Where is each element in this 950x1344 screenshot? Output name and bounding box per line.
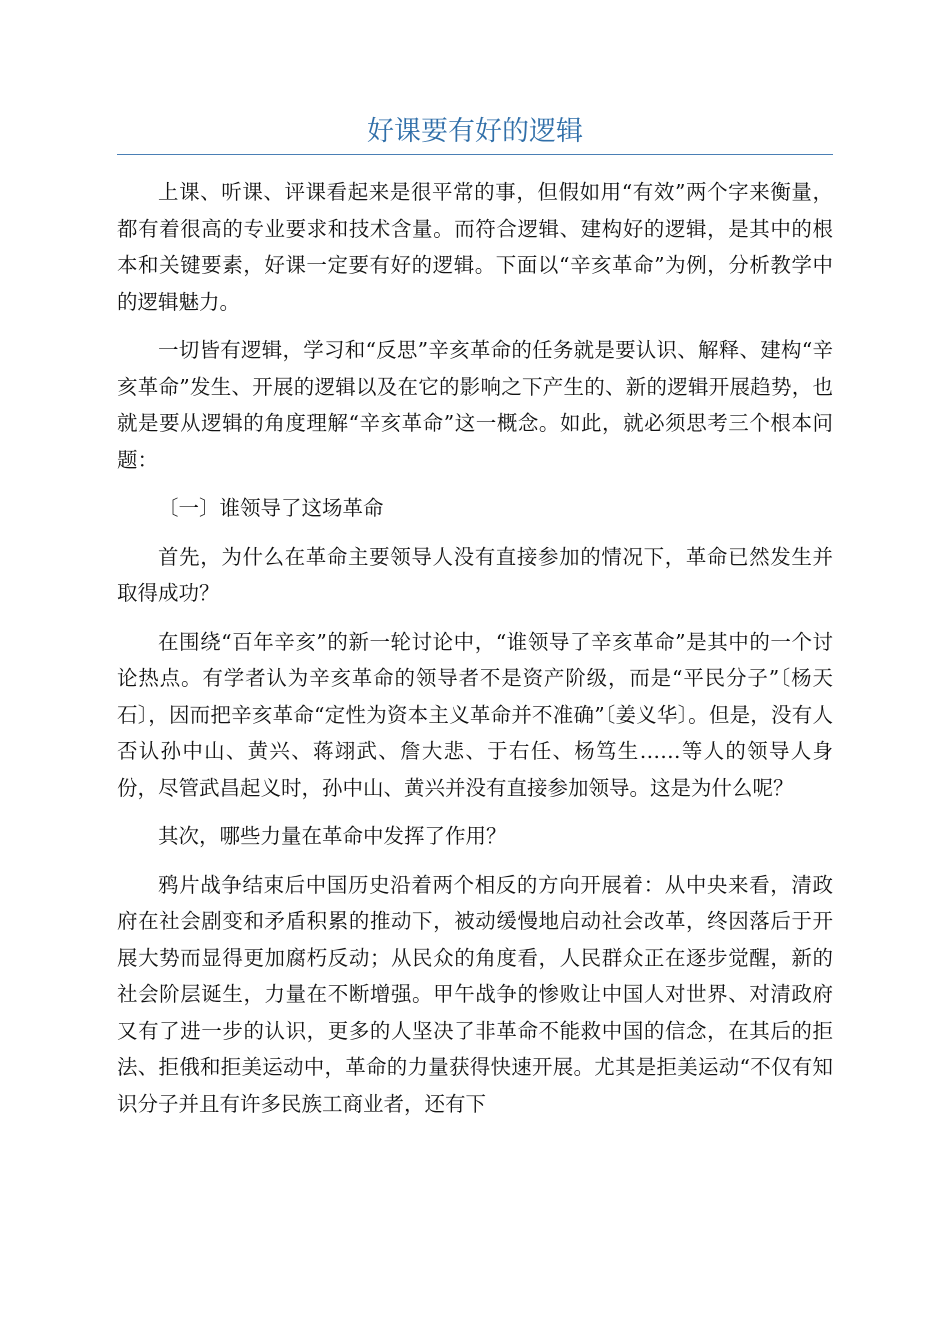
section-heading: 〔一〕谁领导了这场革命: [158, 496, 384, 520]
document-body: [117, 174, 833, 1134]
document-title: 好课要有好的逻辑: [367, 116, 583, 147]
paragraph: 一切皆有逻辑，学习和“反思”辛亥革命的任务就是要认识、解释、建构“辛亥革命”发生、开展的逻辑以及在它的影响之下产生的、新的逻辑开展趋势，也就是要从逻辑的角度理解“辛亥革命”这一概念。如此，就必须思考三个根本问题：: [117, 338, 833, 472]
paragraph: 上课、听课、评课看起来是很平常的事，但假如用“有效”两个字来衡量，都有着很高的专业要求和技术含量。而符合逻辑、建构好的逻辑，是其中的根本和关键要素，好课一定要有好的逻辑。下面以“辛亥革命”为例，分析教学中的逻辑魅力。: [117, 180, 833, 314]
paragraph: 鸦片战争结束后中国历史沿着两个相反的方向开展着：从中央来看，清政府在社会剧变和矛盾积累的推动下，被动缓慢地启动社会改革，终因落后于开展大势而显得更加腐朽反动；从民众的角度看，人民群众正在逐步觉醒，新的社会阶层诞生，力量在不断增强。甲午战争的惨败让中国人对世界、对清政府又有了进一步的认识，更多的人坚决了非革命不能救中国的信念，在其后的拒法、拒俄和拒美运动中，革命的力量获得快速开展。尤其是拒美运动“不仅有知识分子并且有许多民族工商业者，还有下: [117, 872, 833, 1116]
paragraph: 其次，哪些力量在革命中发挥了作用？: [158, 824, 507, 848]
title-underline: [117, 154, 833, 155]
paragraph: 首先，为什么在革命主要领导人没有直接参加的情况下，革命已然发生并取得成功？: [117, 544, 833, 605]
paragraph: 在围绕“百年辛亥”的新一轮讨论中，“谁领导了辛亥革命”是其中的一个讨论热点。有学者认为辛亥革命的领导者不是资产阶级，而是“平民分子”〔杨天石〕，因而把辛亥革命“定性为资本主义革命并不准确”〔姜义华〕。但是，没有人否认孙中山、黄兴、蒋翊武、詹大悲、于右任、杨笃生……等人的领导人身份，尽管武昌起义时，孙中山、黄兴并没有直接参加领导。这是为什么呢？: [117, 629, 833, 800]
